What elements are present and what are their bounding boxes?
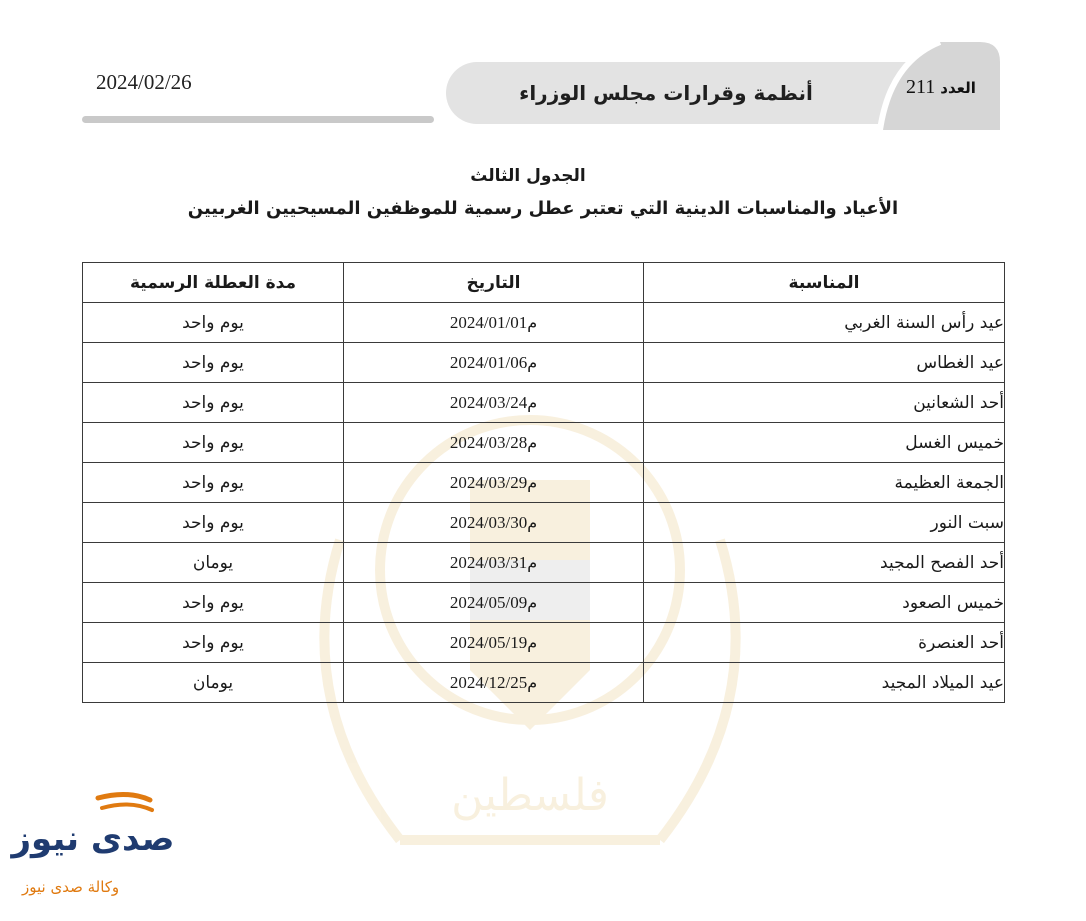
table-row bbox=[83, 463, 1005, 503]
occasion-cell: عيد الغطاس bbox=[644, 343, 1005, 383]
duration-cell: يوم واحد bbox=[83, 423, 344, 463]
date-value: 2024/01/06 bbox=[449, 352, 528, 372]
duration-cell: يوم واحد bbox=[83, 343, 344, 383]
issue-number-label bbox=[906, 76, 976, 99]
watermark-text: فلسطين bbox=[451, 770, 609, 821]
duration-cell: يومان bbox=[83, 543, 344, 583]
table-subtitle: الأعياد والمناسبات الدينية التي تعتبر عطل رسمية للموظفين المسيحيين الغربيين bbox=[187, 198, 899, 219]
table-row bbox=[83, 343, 1005, 383]
duration-cell: يوم واحد bbox=[83, 623, 344, 663]
date-suffix: م bbox=[527, 552, 538, 572]
date-suffix: م bbox=[527, 592, 538, 612]
date-value: 2024/05/09 bbox=[449, 592, 528, 612]
date-cell bbox=[344, 383, 644, 423]
logo-brand-text: صدى نيوز bbox=[11, 819, 175, 859]
column-header-duration: مدة العطلة الرسمية bbox=[83, 263, 344, 303]
occasion-cell: خميس الغسل bbox=[644, 423, 1005, 463]
column-header-date: التاريخ bbox=[344, 263, 644, 303]
table-row bbox=[83, 383, 1005, 423]
occasion-cell: خميس الصعود bbox=[644, 583, 1005, 623]
date-suffix: م bbox=[527, 392, 538, 412]
duration-cell: يوم واحد bbox=[83, 503, 344, 543]
date-cell bbox=[344, 463, 644, 503]
sada-news-logo bbox=[11, 790, 175, 870]
date-value: 2024/01/01 bbox=[449, 312, 528, 332]
duration-cell: يوم واحد bbox=[83, 583, 344, 623]
table-row bbox=[83, 663, 1005, 703]
column-header-occasion: المناسبة bbox=[644, 263, 1005, 303]
header-rule bbox=[82, 116, 434, 123]
date-cell bbox=[344, 503, 644, 543]
holidays-table bbox=[82, 262, 1005, 703]
date-cell bbox=[344, 663, 644, 703]
date-cell bbox=[344, 623, 644, 663]
date-cell bbox=[344, 583, 644, 623]
date-suffix: م bbox=[527, 632, 538, 652]
table-row bbox=[83, 423, 1005, 463]
date-suffix: م bbox=[527, 352, 538, 372]
date-suffix: م bbox=[527, 512, 538, 532]
table-row bbox=[83, 583, 1005, 623]
date-suffix: م bbox=[527, 472, 538, 492]
date-value: 2024/05/19 bbox=[449, 632, 528, 652]
issue-label: العدد bbox=[940, 79, 976, 97]
agency-caption: وكالة صدى نيوز bbox=[22, 878, 120, 896]
occasion-cell: أحد العنصرة bbox=[644, 623, 1005, 663]
date-value: 2024/03/29 bbox=[449, 472, 528, 492]
duration-cell: يوم واحد bbox=[83, 463, 344, 503]
date-cell bbox=[344, 423, 644, 463]
issue-number: 211 bbox=[906, 76, 936, 98]
duration-cell: يوم واحد bbox=[83, 303, 344, 343]
date-value: 2024/03/30 bbox=[449, 512, 528, 532]
date-value: 2024/03/28 bbox=[449, 432, 528, 452]
date-suffix: م bbox=[527, 432, 538, 452]
occasion-cell: الجمعة العظيمة bbox=[644, 463, 1005, 503]
occasion-cell: أحد الشعانين bbox=[644, 383, 1005, 423]
date-suffix: م bbox=[527, 672, 538, 692]
publication-date: 2024/02/26 bbox=[96, 70, 192, 94]
duration-cell: يومان bbox=[83, 663, 344, 703]
occasion-cell: عيد رأس السنة الغربي bbox=[644, 303, 1005, 343]
date-value: 2024/12/25 bbox=[449, 672, 528, 692]
table-header-row bbox=[83, 263, 1005, 303]
occasion-cell: عيد الميلاد المجيد bbox=[644, 663, 1005, 703]
date-cell bbox=[344, 543, 644, 583]
occasion-cell: سبت النور bbox=[644, 503, 1005, 543]
occasion-cell: أحد الفصح المجيد bbox=[644, 543, 1005, 583]
date-suffix: م bbox=[527, 312, 538, 332]
duration-cell: يوم واحد bbox=[83, 383, 344, 423]
date-value: 2024/03/24 bbox=[449, 392, 528, 412]
gazette-title: أنظمة وقرارات مجلس الوزراء bbox=[519, 81, 813, 105]
date-cell bbox=[344, 303, 644, 343]
table-row bbox=[83, 303, 1005, 343]
table-row bbox=[83, 623, 1005, 663]
date-value: 2024/03/31 bbox=[449, 552, 528, 572]
date-cell bbox=[344, 343, 644, 383]
table-row bbox=[83, 543, 1005, 583]
table-row bbox=[83, 503, 1005, 543]
table-label: الجدول الثالث bbox=[470, 166, 586, 186]
